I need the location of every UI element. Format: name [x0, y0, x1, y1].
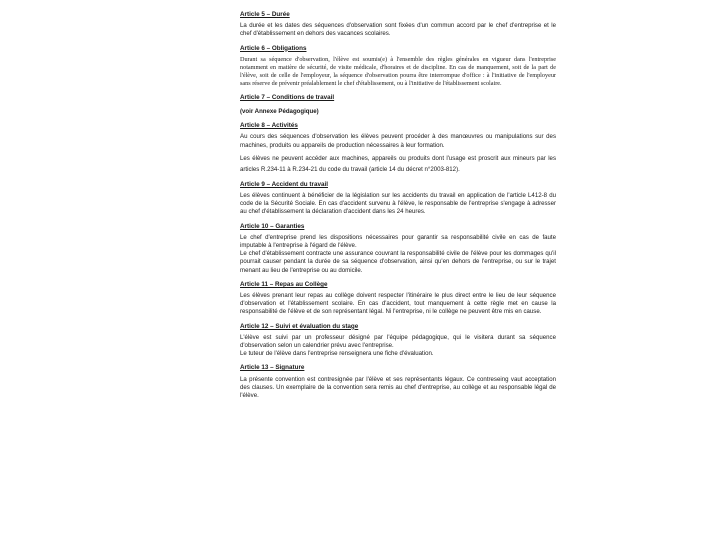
article-paragraph: La durée et les dates des séquences d'observation sont fixées d'un commun accord par le chef d'entreprise et le chef d'établissement en dehors des vacances scolaires.: [240, 22, 556, 38]
article-9: [240, 181, 556, 217]
article-11: [240, 281, 556, 317]
article-paragraph: Au cours des séquences d'observation les élèves peuvent procéder à des manœuvres ou manipulations sur des machines, produits ou appareils de production nécessaires à leur formation.: [240, 133, 556, 149]
article-heading: Article 6 – Obligations: [240, 44, 307, 52]
article-heading: Article 13 – Signature: [240, 364, 305, 372]
article-paragraph: Les élèves continuent à bénéficier de la législation sur les accidents du travail en application de l'article L412-8 du code de la Sécurité Sociale. En cas d'accident survenu à l'élève, le responsable de l'entreprise s'engage à adresser au chef d'établissement la déclaration d'accident dans les 24 heures.: [240, 192, 556, 216]
article-13: [240, 364, 556, 400]
article-paragraph: Le tuteur de l'élève dans l'entreprise renseignera une fiche d'évaluation.: [240, 350, 434, 358]
article-heading: Article 11 – Repas au Collège: [240, 280, 328, 288]
article-heading: Article 8 – Activités: [240, 122, 298, 130]
article-heading: Article 10 – Garanties: [240, 222, 305, 230]
article-heading: Article 12 – Suivi et évaluation du stage: [240, 322, 359, 330]
article-10: [240, 223, 556, 275]
article-12: [240, 323, 556, 359]
article-8: [240, 122, 556, 175]
article-heading: Article 7 – Conditions de travail: [240, 93, 335, 101]
annex-note: (voir Annexe Pédagogique): [240, 108, 319, 116]
article-heading: Article 5 – Durée: [240, 11, 290, 18]
article-paragraph: Le chef d'établissement contracte une assurance couvrant la responsabilité civile de l'élève pour les dommages qu'il pourrait causer pendant la durée de sa séquence d'observation, ainsi qu'en dehors de l'entreprise, ou sur le trajet menant au lieu de l'entreprise ou au domicile.: [240, 250, 556, 274]
article-paragraph: Le chef d'entreprise prend les dispositions nécessaires pour garantir sa responsabilité civile en cas de faute imputable à l'entreprise à l'égard de l'élève.: [240, 233, 556, 250]
article-paragraph: L'élève est suivi par un professeur désigné par l'équipe pédagogique, qui le visitera durant sa séquence d'observation selon un calendrier prévu avec l'entreprise.: [240, 333, 556, 350]
article-paragraph: Durant sa séquence d'observation, l'élève est soumis(e) à l'ensemble des règles générales en vigueur dans l'entreprise notamment en matière de sécurité, de visite médicale, d'horaires et de discipline. En cas de manquement, soit de la part de l'élève, soit de celle de l'employeur, la séquence d'observation pourra être interrompue d'office : à l'initiative de l'employeur sans réserve de prévenir préalablement le chef d'établissement, ou à l'initiative de l'établissement scolaire.: [240, 55, 556, 87]
article-6: [240, 45, 556, 88]
article-heading: Article 9 – Accident du travail: [240, 180, 328, 188]
article-7: [240, 94, 556, 116]
article-paragraph: La présente convention est contresignée par l'élève et ses représentants légaux. Ce contreseing vaut acceptation des clauses. Un exemplaire de la convention sera remis au chef d'entreprise, au collège et au responsable légal de l'élève.: [240, 375, 556, 400]
article-paragraph: Les élèves prenant leur repas au collège doivent respecter l'itinéraire le plus direct entre le lieu de leur séquence d'observation et l'établissement scolaire. En cas d'accident, tout manquement à cette règle met en cause la responsabilité de l'élève et de son représentant légal. Ni l'entreprise, ni le collège ne peuvent être mis en cause.: [240, 292, 556, 316]
article-5: [240, 11, 556, 39]
article-paragraph: Les élèves ne peuvent accéder aux machines, appareils ou produits dont l'usage est proscrit aux mineurs par les articles R.234-11 à R.234-21 du code du travail (article 14 du décret n°2003-812).: [240, 154, 556, 173]
document-page: [240, 11, 556, 406]
